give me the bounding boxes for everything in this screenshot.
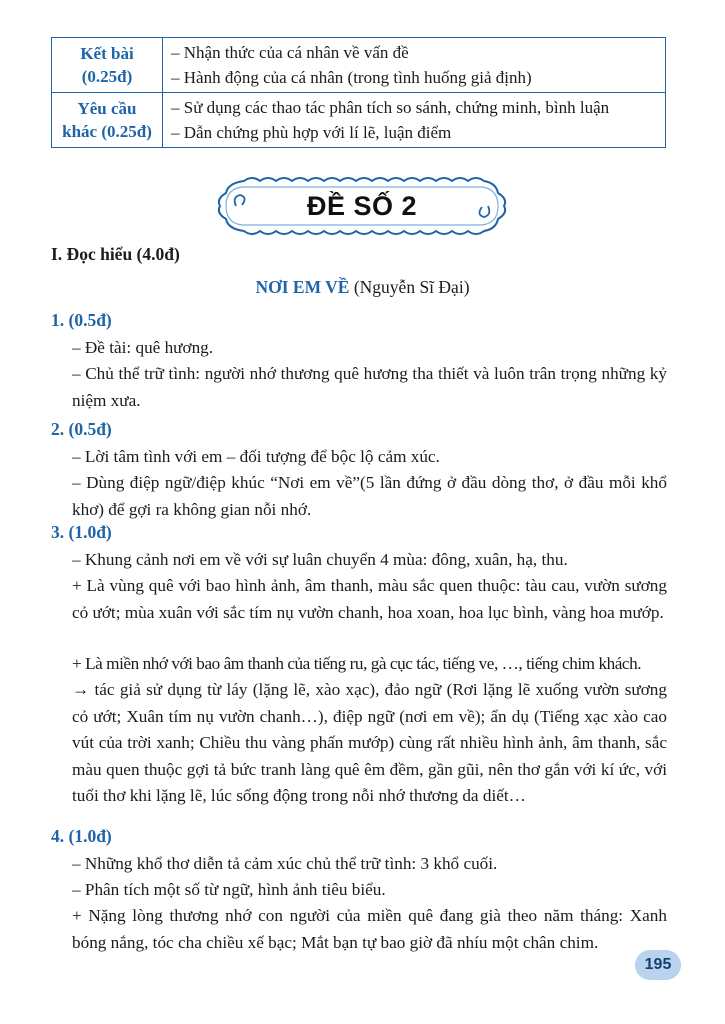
page-number-badge: 195 [635,950,681,980]
answer-paragraph: – Dùng điệp ngữ/điệp khúc “Nơi em về”(5 lần đứng ở đầu dòng thơ, ở đầu mỗi khổ khơ) để gợi ra không gian nỗi nhớ. [72,473,667,519]
answer-paragraph: + Là miền nhớ với bao âm thanh của tiếng ru, gà cục tác, tiếng ve, …, tiếng chim khách. [72,654,642,673]
criterion-item: – Hành động của cá nhân (trong tình huống giả định) [171,68,532,87]
table-category-cell [52,93,163,148]
question-label: 4. (1.0đ) [51,826,112,846]
answer-paragraph: + Nặng lòng thương nhớ con người của miền quê đang già theo năm tháng: Xanh bóng nắng, tóc cha chiều xế bạc; Mắt bạn tự bao giờ đã nhíu một chân chim. [72,906,667,952]
criterion-item: – Dẫn chứng phù hợp với lí lẽ, luận điểm [171,123,452,142]
table-row [52,93,666,148]
table-row [52,38,666,93]
answer-paragraph: – Những khổ thơ diễn tả cảm xúc chủ thể trữ tình: 3 khổ cuối. [72,854,498,873]
answer-paragraph: – Chủ thể trữ tình: người nhớ thương quê hương tha thiết và luôn trân trọng những kỷ niệm xưa. [72,364,667,410]
table-category-cell [52,38,163,93]
section-heading: I. Đọc hiểu (4.0đ) [51,244,180,264]
question-label: 3. (1.0đ) [51,522,112,542]
category-label: Kết bài [80,44,134,63]
table-description-cell [163,93,666,148]
exam-title: ĐỀ SỐ 2 [306,190,418,221]
answer-paragraph: – Khung cảnh nơi em về với sự luân chuyển 4 mùa: đông, xuân, hạ, thu. [72,550,568,569]
answer-paragraph: – Lời tâm tình với em – đối tượng để bộc lộ cảm xúc. [72,447,440,466]
poem-title: NƠI EM VỀ [255,277,350,297]
answer-paragraph: – Đề tài: quê hương. [72,338,214,357]
criterion-item: – Nhận thức của cá nhân về vấn đề [171,43,409,62]
category-label: Yêu cầu [77,99,137,118]
category-score: (0.25đ) [81,67,133,86]
poem-author: (Nguyễn Sĩ Đại) [353,277,470,297]
criterion-item: – Sử dụng các thao tác phân tích so sánh, chứng minh, bình luận [171,98,610,117]
question-label: 2. (0.5đ) [51,419,112,439]
answer-paragraph: → tác giả sử dụng từ láy (lặng lẽ, xào xạc), đảo ngữ (Rơi lặng lẽ xuống vườn sương cỏ ướt; Xuân tím nụ vườn chanh…), điệp ngữ (nơi em về); ẩn dụ (Tiếng xạc xào cao vút của trời xanh; Chiều thu vàng phấn mướp) cùng rất nhiều hình ảnh, âm thanh, sắc màu quen thuộc gợi tả bức tranh làng quê êm đềm, gần gũi, nên thơ gắn với kí ức, với tuổi thơ khi lặng lẽ, lúc sống động trong nỗi nhớ thương da diết… [72,680,667,805]
category-score: khác (0.25đ) [62,122,152,141]
poem-heading [0,277,725,298]
answer-paragraph: – Phân tích một số từ ngữ, hình ảnh tiêu biểu. [72,880,386,899]
table-description-cell [163,38,666,93]
answer-paragraph: + Là vùng quê với bao hình ảnh, âm thanh, màu sắc quen thuộc: tàu cau, vườn sương cỏ ướt; mùa xuân với sắc tím nụ vườn chanh, hoa xoan, hoa lục bình, vàng hoa mướp. [72,576,667,622]
title-banner [214,175,510,237]
grading-table [51,37,666,148]
question-label: 1. (0.5đ) [51,310,112,330]
